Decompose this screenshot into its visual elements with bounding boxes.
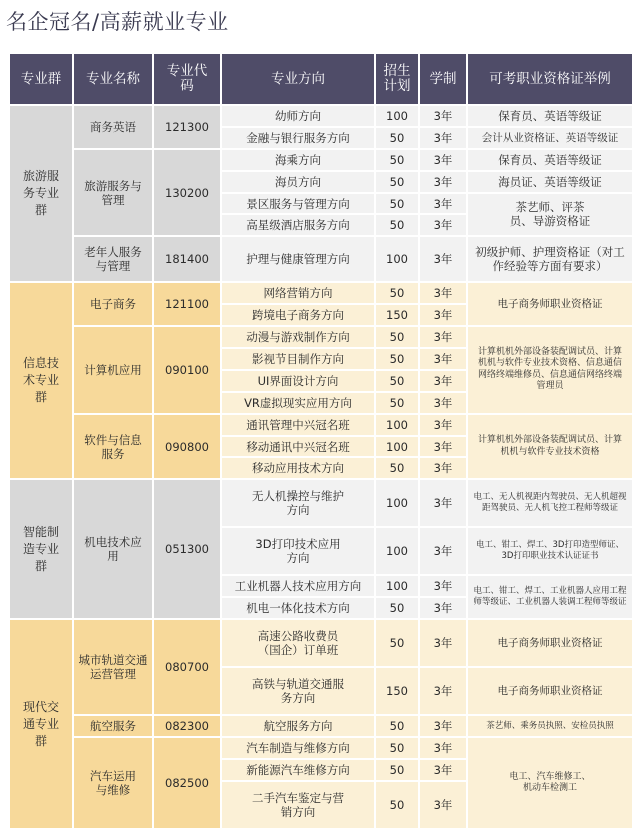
major-code: 181400 [154, 237, 220, 281]
direction-cell: 工业机器人技术应用方向 [222, 576, 374, 596]
cert-cell: 电工、钳工、焊工、工业机器人应用工程师等级证、工业机器人装调工程师等级证 [468, 576, 632, 618]
years-cell: 3年 [420, 393, 466, 413]
plan-cell: 100 [376, 480, 418, 526]
major-code: 082300 [154, 716, 220, 736]
direction-cell: 二手汽车鉴定与营销方向 [222, 782, 374, 828]
direction-cell: 通讯管理中兴冠名班 [222, 415, 374, 435]
group-cell: 旅游服务专业群 [10, 106, 72, 281]
plan-cell: 50 [376, 716, 418, 736]
table-row [10, 237, 632, 281]
cert-cell: 初级护师、护理资格证（对工作经验等方面有要求） [468, 237, 632, 281]
direction-cell: 海员方向 [222, 172, 374, 192]
plan-cell: 50 [376, 458, 418, 478]
plan-cell: 50 [376, 371, 418, 391]
years-cell: 3年 [420, 327, 466, 347]
direction-cell: 金融与银行服务方向 [222, 128, 374, 148]
table-row [10, 283, 632, 303]
years-cell: 3年 [420, 194, 466, 214]
major-name: 计算机应用 [74, 327, 152, 413]
cert-cell: 电子商务师职业资格证 [468, 668, 632, 714]
plan-cell: 50 [376, 760, 418, 780]
direction-cell: 网络营销方向 [222, 283, 374, 303]
plan-cell: 100 [376, 437, 418, 457]
major-name: 旅游服务与管理 [74, 150, 152, 236]
cert-cell: 电工、汽车维修工、机动车检测工 [468, 738, 632, 828]
major-name: 汽车运用与维修 [74, 738, 152, 828]
major-code: 121300 [154, 106, 220, 148]
cert-cell: 茶艺师、乘务员执照、安检员执照 [468, 716, 632, 736]
major-name: 老年人服务与管理 [74, 237, 152, 281]
years-cell: 3年 [420, 305, 466, 325]
major-code: 051300 [154, 480, 220, 618]
major-name: 软件与信息服务 [74, 415, 152, 479]
header-direction: 专业方向 [222, 54, 374, 104]
direction-cell: 新能源汽车维修方向 [222, 760, 374, 780]
plan-cell: 50 [376, 393, 418, 413]
cert-cell: 电子商务师职业资格证 [468, 283, 632, 325]
years-cell: 3年 [420, 437, 466, 457]
header-name: 专业名称 [74, 54, 152, 104]
direction-cell: 汽车制造与维修方向 [222, 738, 374, 758]
cert-cell: 会计从业资格证、英语等级证 [468, 128, 632, 148]
plan-cell: 50 [376, 194, 418, 214]
major-name: 电子商务 [74, 283, 152, 325]
direction-cell: 跨境电子商务方向 [222, 305, 374, 325]
majors-table [8, 52, 634, 830]
plan-cell: 50 [376, 598, 418, 618]
years-cell: 3年 [420, 128, 466, 148]
years-cell: 3年 [420, 576, 466, 596]
direction-cell: 移动通讯中兴冠名班 [222, 437, 374, 457]
years-cell: 3年 [420, 716, 466, 736]
years-cell: 3年 [420, 620, 466, 666]
direction-cell: 无人机操控与维护方向 [222, 480, 374, 526]
major-code: 080700 [154, 620, 220, 714]
years-cell: 3年 [420, 415, 466, 435]
group-cell: 智能制造专业群 [10, 480, 72, 618]
direction-cell: UI界面设计方向 [222, 371, 374, 391]
years-cell: 3年 [420, 237, 466, 281]
direction-cell: 动漫与游戏制作方向 [222, 327, 374, 347]
direction-cell: 影视节目制作方向 [222, 349, 374, 369]
plan-cell: 50 [376, 215, 418, 235]
major-name: 机电技术应用 [74, 480, 152, 618]
table-row [10, 716, 632, 736]
direction-cell: 航空服务方向 [222, 716, 374, 736]
years-cell: 3年 [420, 528, 466, 574]
years-cell: 3年 [420, 598, 466, 618]
direction-cell: 机电一体化技术方向 [222, 598, 374, 618]
cert-cell: 电工、无人机视距内驾驶员、无人机超视距驾驶员、无人机飞控工程师等级证 [468, 480, 632, 526]
table-row [10, 106, 632, 126]
cert-cell: 电子商务师职业资格证 [468, 620, 632, 666]
cert-cell: 电工、钳工、焊工、3D打印造型师证、3D打印职业技术认证证书 [468, 528, 632, 574]
group-cell: 现代交通专业群 [10, 620, 72, 828]
major-name: 城市轨道交通运营管理 [74, 620, 152, 714]
major-name: 航空服务 [74, 716, 152, 736]
table-row [10, 620, 632, 666]
plan-cell: 50 [376, 172, 418, 192]
years-cell: 3年 [420, 782, 466, 828]
major-code: 090800 [154, 415, 220, 479]
direction-cell: 高星级酒店服务方向 [222, 215, 374, 235]
major-name: 商务英语 [74, 106, 152, 148]
years-cell: 3年 [420, 215, 466, 235]
years-cell: 3年 [420, 283, 466, 303]
plan-cell: 100 [376, 237, 418, 281]
direction-cell: 移动应用技术方向 [222, 458, 374, 478]
cert-cell: 保育员、英语等级证 [468, 106, 632, 126]
table-row [10, 480, 632, 526]
major-code: 121100 [154, 283, 220, 325]
years-cell: 3年 [420, 349, 466, 369]
years-cell: 3年 [420, 458, 466, 478]
header-row [10, 54, 632, 104]
direction-cell: 护理与健康管理方向 [222, 237, 374, 281]
plan-cell: 100 [376, 528, 418, 574]
table-row [10, 150, 632, 170]
major-code: 130200 [154, 150, 220, 236]
group-cell: 信息技术专业群 [10, 283, 72, 478]
plan-cell: 50 [376, 782, 418, 828]
plan-cell: 100 [376, 576, 418, 596]
direction-cell: 高铁与轨道交通服务方向 [222, 668, 374, 714]
major-code: 082500 [154, 738, 220, 828]
years-cell: 3年 [420, 668, 466, 714]
plan-cell: 50 [376, 150, 418, 170]
table-row [10, 327, 632, 347]
page-title: 名企冠名/高薪就业专业 [6, 10, 229, 34]
header-plan: 招生计划 [376, 54, 418, 104]
direction-cell: 景区服务与管理方向 [222, 194, 374, 214]
plan-cell: 50 [376, 620, 418, 666]
years-cell: 3年 [420, 738, 466, 758]
cert-cell: 计算机机外部设备装配调试员、计算机机与软件专业技术资格 [468, 415, 632, 479]
plan-cell: 100 [376, 106, 418, 126]
header-group: 专业群 [10, 54, 72, 104]
table-row [10, 415, 632, 435]
cert-cell: 计算机机外部设备装配调试员、计算机机与软件专业技术资格、信息通信网络终端维修员、信息通信网络终端管理员 [468, 327, 632, 413]
years-cell: 3年 [420, 106, 466, 126]
direction-cell: 海乘方向 [222, 150, 374, 170]
cert-cell: 海员证、英语等级证 [468, 172, 632, 192]
plan-cell: 50 [376, 738, 418, 758]
plan-cell: 50 [376, 283, 418, 303]
plan-cell: 150 [376, 305, 418, 325]
years-cell: 3年 [420, 150, 466, 170]
cert-cell: 保育员、英语等级证 [468, 150, 632, 170]
years-cell: 3年 [420, 172, 466, 192]
header-years: 学制 [420, 54, 466, 104]
years-cell: 3年 [420, 480, 466, 526]
plan-cell: 50 [376, 349, 418, 369]
table-row [10, 738, 632, 758]
header-cert: 可考职业资格证举例 [468, 54, 632, 104]
plan-cell: 50 [376, 128, 418, 148]
major-code: 090100 [154, 327, 220, 413]
cert-cell: 茶艺师、评茶员、导游资格证 [468, 194, 632, 236]
years-cell: 3年 [420, 760, 466, 780]
header-code: 专业代码 [154, 54, 220, 104]
plan-cell: 100 [376, 415, 418, 435]
direction-cell: VR虚拟现实应用方向 [222, 393, 374, 413]
direction-cell: 高速公路收费员（国企）订单班 [222, 620, 374, 666]
direction-cell: 幼师方向 [222, 106, 374, 126]
plan-cell: 150 [376, 668, 418, 714]
direction-cell: 3D打印技术应用方向 [222, 528, 374, 574]
plan-cell: 50 [376, 327, 418, 347]
years-cell: 3年 [420, 371, 466, 391]
